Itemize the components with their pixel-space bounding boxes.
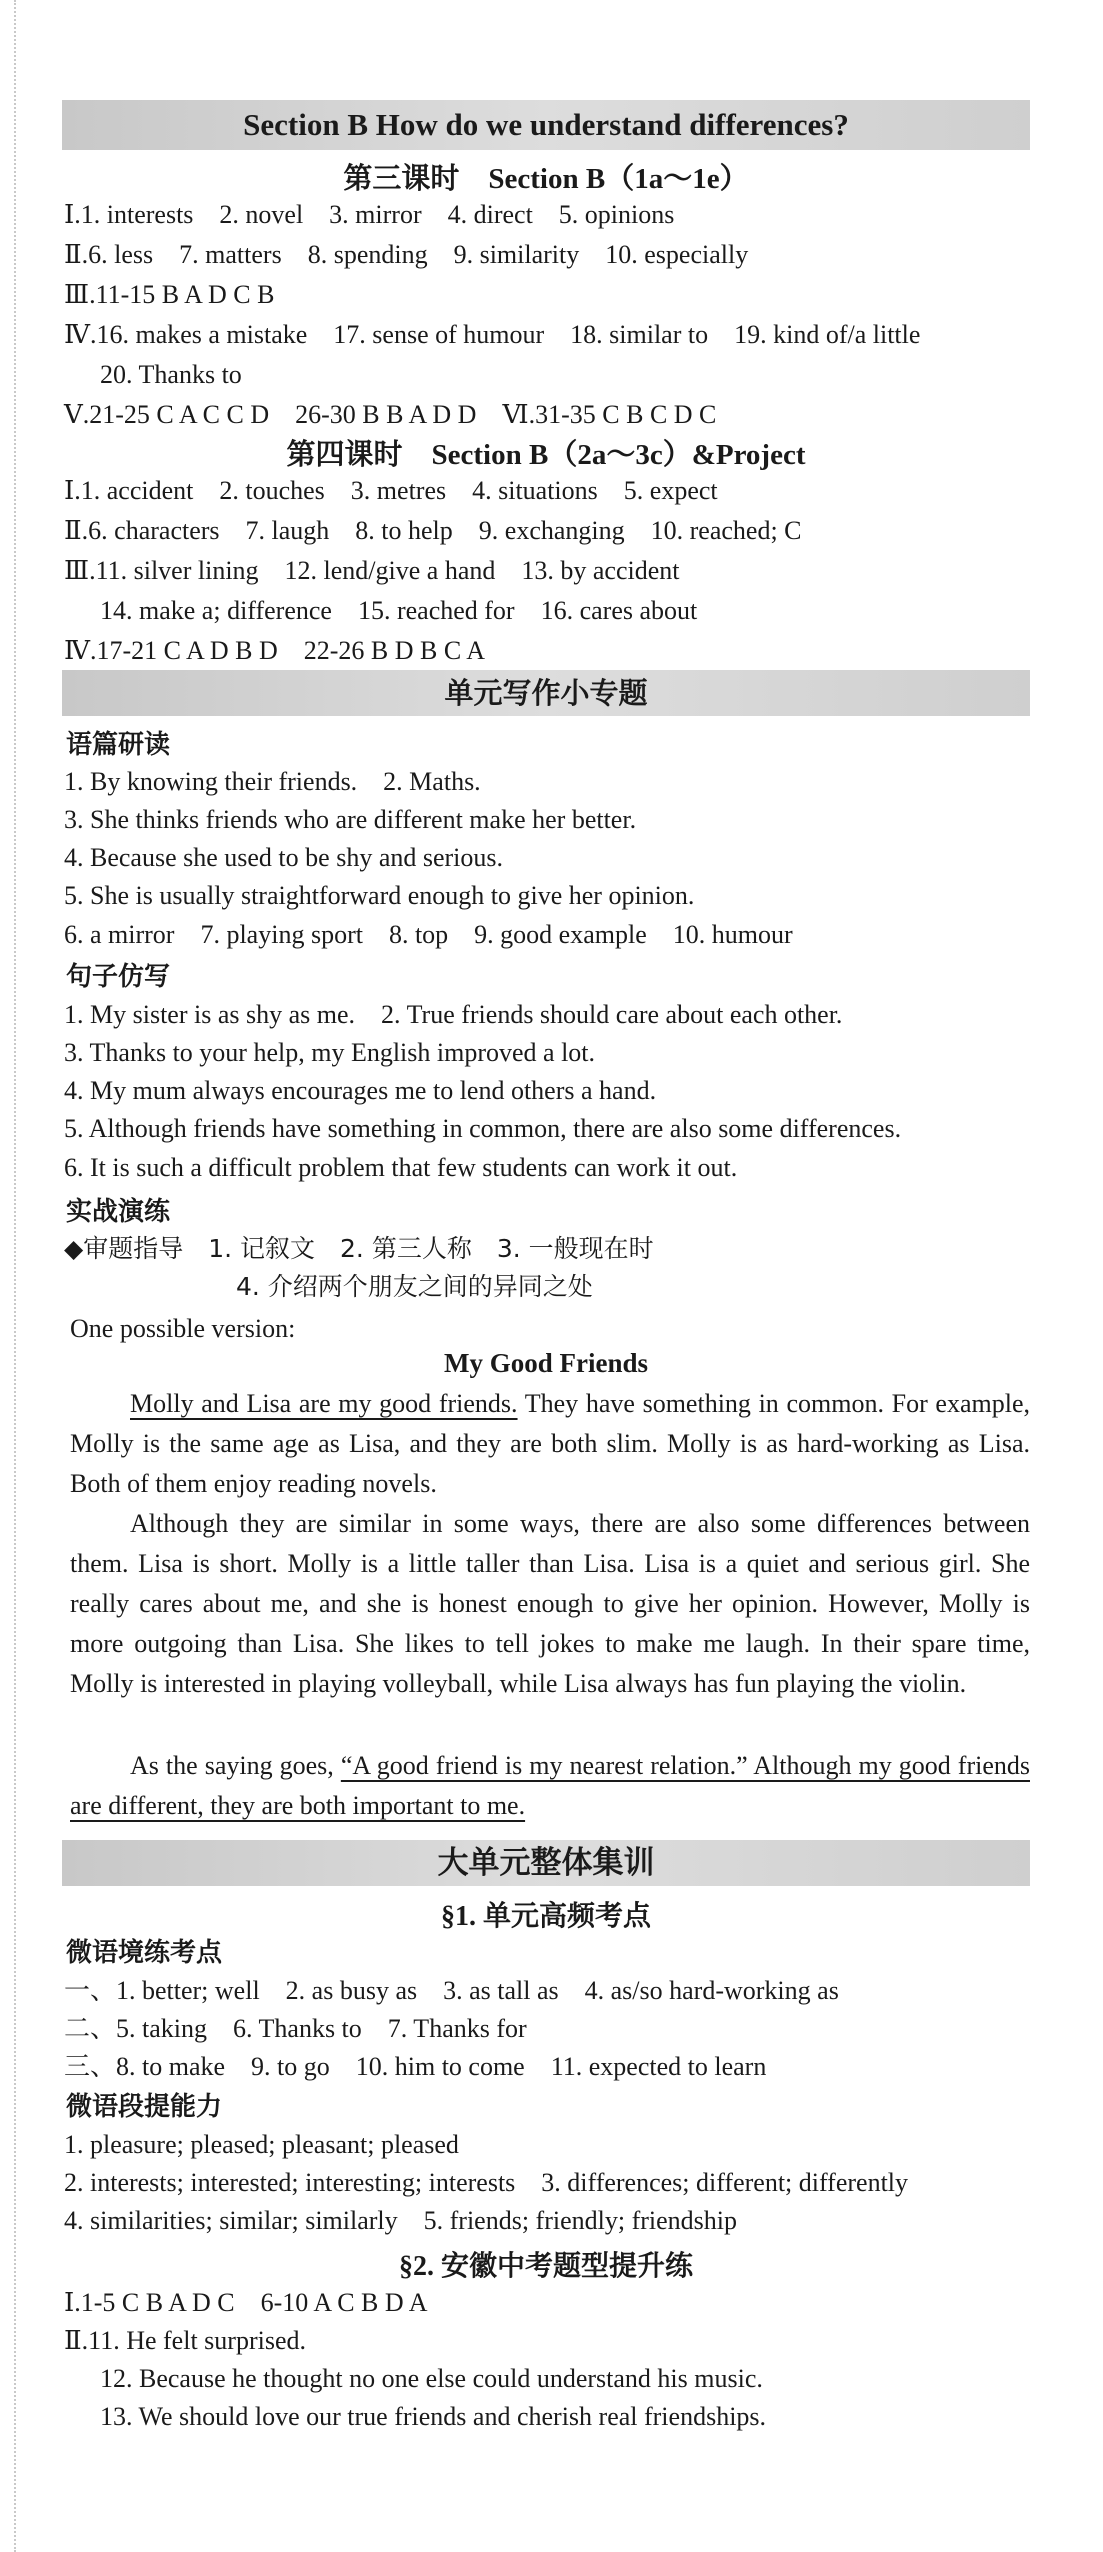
imitation-title: 句子仿写 xyxy=(66,962,171,992)
version-label: One possible version: xyxy=(70,1314,296,1343)
lesson3-line-6: Ⅴ.21-25 C A C C D 26-30 B B A D D Ⅵ.31-35 C B C D C xyxy=(64,400,717,429)
s1-sub2: 微语段提能力 xyxy=(66,2092,223,2122)
imitation-line-3: 4. My mum always encourages me to lend others a hand. xyxy=(64,1076,657,1105)
imitation-line-4: 5. Although friends have something in common, there are also some differences. xyxy=(64,1114,902,1143)
lesson4-line-5: Ⅳ.17-21 C A D B D 22-26 B D B C A xyxy=(64,636,486,665)
lesson3-line-3: Ⅲ.11-15 B A D C B xyxy=(64,280,275,309)
lesson3-line-5: 20. Thanks to xyxy=(100,360,242,389)
reading-line-1: 1. By knowing their friends. 2. Maths. xyxy=(64,767,481,796)
s2-line-1: Ⅰ.1-5 C B A D C 6-10 A C B D A xyxy=(64,2288,428,2317)
reading-line-3: 4. Because she used to be shy and serious. xyxy=(64,843,504,872)
s1-line-6: 4. similarities; similar; similarly 5. friends; friendly; friendship xyxy=(64,2206,738,2235)
guide-line-1: ◆审题指导 1. 记叙文 2. 第三人称 3. 一般现在时 xyxy=(64,1234,654,1263)
essay-title: My Good Friends xyxy=(443,1348,648,1378)
imitation-line-2: 3. Thanks to your help, my English improved a lot. xyxy=(64,1038,596,1067)
essay-paragraph-3-lead: As the saying goes, xyxy=(130,1751,341,1780)
writing-header: 单元写作小专题 xyxy=(444,676,648,710)
section-b-header: Section B How do we understand differences? xyxy=(243,107,849,142)
lesson3-line-1: Ⅰ.1. interests 2. novel 3. mirror 4. direct 5. opinions xyxy=(64,200,675,229)
margin-dotted-line xyxy=(14,0,16,2552)
essay-paragraph-1 xyxy=(70,1384,1030,1504)
s1-sub1: 微语境练考点 xyxy=(66,1938,223,1968)
s2-line-3: 12. Because he thought no one else could understand his music. xyxy=(100,2364,763,2393)
essay-paragraph-1-rest: They have something in common. For example, Molly is the same age as Lisa, and they are both slim. Molly is as hard-working as Lisa. Both of them enjoy reading novels. xyxy=(70,1389,1030,1498)
s1-line-4: 1. pleasure; pleased; pleasant; pleased xyxy=(64,2130,459,2159)
essay-paragraph-3 xyxy=(70,1746,1030,1826)
lesson4-line-1: Ⅰ.1. accident 2. touches 3. metres 4. situations 5. expect xyxy=(64,476,718,505)
lesson3-line-2: Ⅱ.6. less 7. matters 8. spending 9. similarity 10. especially xyxy=(64,240,749,269)
essay-topic-sentence: Molly and Lisa are my good friends. xyxy=(130,1389,518,1418)
s2-heading: §2. 安徽中考题型提升练 xyxy=(398,2251,693,2282)
lesson3-heading: 第三课时 Section B（1a～1e） xyxy=(343,163,749,195)
s1-line-2: 二、5. taking 6. Thanks to 7. Thanks for xyxy=(64,2014,527,2043)
lesson4-line-2: Ⅱ.6. characters 7. laugh 8. to help 9. exchanging 10. reached; C xyxy=(64,516,802,545)
s1-line-3: 三、8. to make 9. to go 10. him to come 11. expected to learn xyxy=(64,2052,767,2081)
lesson4-line-3: Ⅲ.11. silver lining 12. lend/give a hand 13. by accident xyxy=(64,556,680,585)
reading-title: 语篇研读 xyxy=(66,730,171,760)
essay-paragraph-2: Although they are similar in some ways, there are also some differences between them. Lisa is short. Molly is a little taller than Lisa. Lisa is a quiet and serious girl. She really cares about me, and she is honest enough to give her opinion. However, Molly is more outgoing than Lisa. She likes to tell jokes to make me laugh. In their spare time, Molly is interested in playing volleyball, while Lisa always has fun playing the violin. xyxy=(70,1509,1030,1698)
unit-header: 大单元整体集训 xyxy=(437,1845,655,1881)
guide-line-2: 4. 介绍两个朋友之间的异同之处 xyxy=(236,1272,593,1301)
lesson4-heading: 第四课时 Section B（2a～3c）&Project xyxy=(286,439,806,471)
practice-title: 实战演练 xyxy=(66,1197,171,1227)
s1-heading: §1. 单元高频考点 xyxy=(440,1901,651,1932)
imitation-line-5: 6. It is such a difficult problem that few students can work it out. xyxy=(64,1153,738,1182)
essay-conclusion: “A good friend is my nearest relation.” Although my good friends are different, they are both important to me. xyxy=(70,1751,1030,1820)
reading-line-2: 3. She thinks friends who are different make her better. xyxy=(64,805,637,834)
imitation-line-1: 1. My sister is as shy as me. 2. True friends should care about each other. xyxy=(64,1000,843,1029)
s2-line-2: Ⅱ.11. He felt surprised. xyxy=(64,2326,306,2355)
s2-line-4: 13. We should love our true friends and cherish real friendships. xyxy=(100,2402,767,2431)
lesson4-line-4: 14. make a; difference 15. reached for 16. cares about xyxy=(100,596,698,625)
reading-line-5: 6. a mirror 7. playing sport 8. top 9. good example 10. humour xyxy=(64,920,793,949)
lesson3-line-4: Ⅳ.16. makes a mistake 17. sense of humour 18. similar to 19. kind of/a little xyxy=(64,320,921,349)
s1-line-5: 2. interests; interested; interesting; interests 3. differences; different; differently xyxy=(64,2168,909,2197)
reading-line-4: 5. She is usually straightforward enough to give her opinion. xyxy=(64,881,695,910)
s1-line-1: 一、1. better; well 2. as busy as 3. as tall as 4. as/so hard-working as xyxy=(64,1976,839,2005)
